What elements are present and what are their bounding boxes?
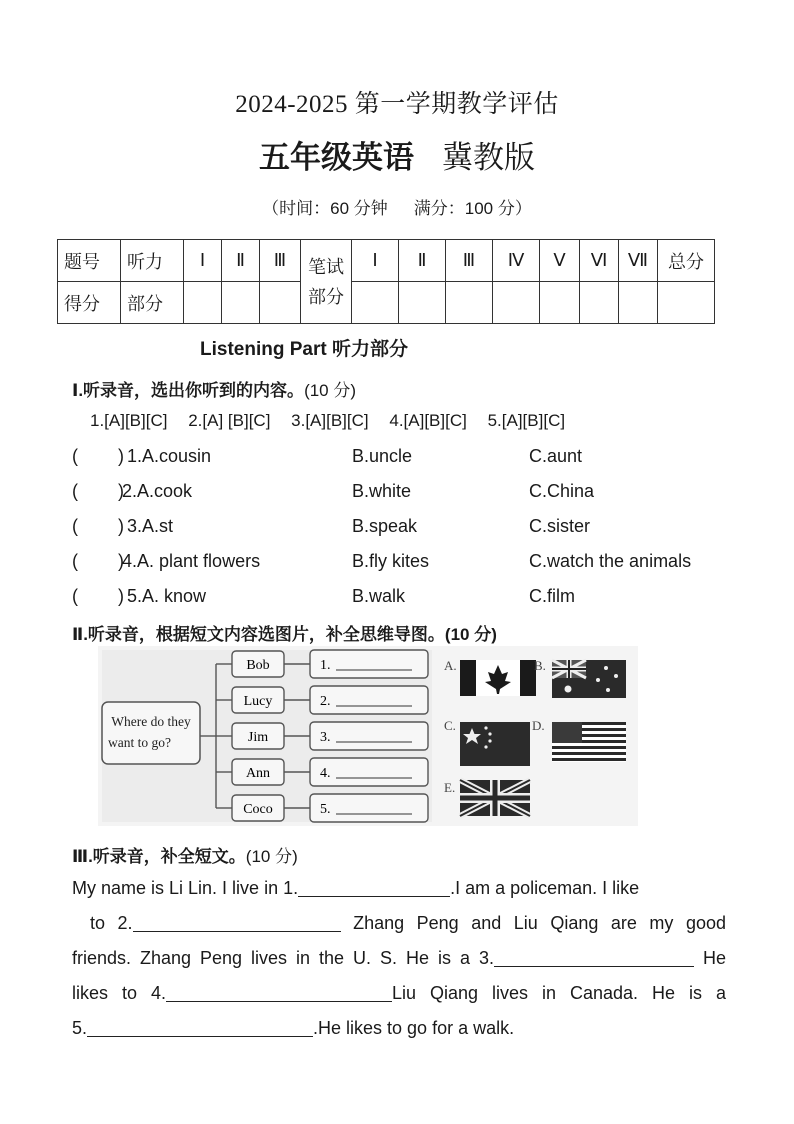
edition-label: 冀教版 <box>442 140 535 175</box>
score-blank-cell[interactable] <box>446 282 493 324</box>
section-3-points: (10 分) <box>245 847 298 866</box>
time-info: （时间：60 分钟 <box>262 199 388 218</box>
table-cell: Ⅴ <box>540 240 580 282</box>
uk-flag-icon <box>460 780 530 816</box>
section-2-title <box>72 620 497 645</box>
table-cell: 得分 <box>58 282 121 324</box>
written-part-cell <box>301 240 352 324</box>
name-label: Coco <box>243 802 273 817</box>
australia-flag-icon <box>552 660 626 698</box>
name-label: Ann <box>245 766 271 781</box>
table-cell: Ⅱ <box>222 240 260 282</box>
flag-letter: D. <box>532 718 545 733</box>
name-label: Bob <box>246 658 270 673</box>
exam-info <box>0 194 794 219</box>
table-cell: Ⅵ <box>580 240 619 282</box>
section-2-heading: Ⅱ.听录音，根据短文内容选图片，补全思维导图。 <box>72 625 445 644</box>
score-blank-cell[interactable] <box>580 282 619 324</box>
passage-line <box>72 876 726 900</box>
passage-text: likes to 4. <box>72 983 166 1003</box>
passage-text: .He likes to go for a walk. <box>313 1018 515 1038</box>
passage-text: .I am a policeman. I like <box>450 878 640 898</box>
answer-number: 2. <box>320 694 331 709</box>
question-text-line2: want to go? <box>108 735 171 750</box>
score-blank-cell[interactable] <box>260 282 301 324</box>
written-part-label: 部分 <box>308 286 344 307</box>
section-1-points: (10 分) <box>304 381 357 400</box>
passage-text: 5. <box>72 1018 88 1038</box>
table-cell: 听力 <box>121 240 184 282</box>
answer-option[interactable]: 1.[A][B][C] <box>90 411 168 430</box>
question-row <box>72 586 772 610</box>
choice-c: C.film <box>529 586 575 606</box>
answer-options-row <box>90 411 581 431</box>
fill-blank-1[interactable] <box>298 878 450 897</box>
mind-map-figure <box>98 646 638 826</box>
answer-option[interactable]: 2.[A] [B][C] <box>188 411 271 430</box>
answer-bracket[interactable]: ( ) <box>72 516 124 536</box>
passage-line <box>72 981 726 1005</box>
table-cell: Ⅱ <box>399 240 446 282</box>
table-cell: 总分 <box>658 240 715 282</box>
subject-title <box>0 132 794 177</box>
question-row <box>72 446 772 470</box>
flag-letter: A. <box>444 658 457 673</box>
passage-text: My name is Li Lin. I live in 1. <box>72 878 299 898</box>
choice-c: C.watch the animals <box>529 551 692 571</box>
exam-title: 2024-2025 第一学期教学评估 <box>235 91 559 118</box>
question-text-line1: Where do they <box>111 714 191 729</box>
canada-flag-icon <box>460 660 536 696</box>
score-blank-cell[interactable] <box>658 282 715 324</box>
choice-c: C.aunt <box>529 446 583 466</box>
score-blank-cell[interactable] <box>184 282 222 324</box>
table-cell: Ⅳ <box>493 240 540 282</box>
score-table <box>57 239 715 324</box>
question-row <box>72 551 772 575</box>
section-1-heading: Ⅰ.听录音，选出你听到的内容。 <box>72 381 305 400</box>
name-label: Jim <box>247 730 269 745</box>
section-3-title <box>72 842 298 867</box>
choice-b: B.speak <box>352 516 418 536</box>
table-cell: Ⅶ <box>619 240 658 282</box>
answer-bracket[interactable]: ( ) <box>72 551 124 571</box>
choice-a: 4.A. plant flowers <box>122 551 261 571</box>
answer-bracket[interactable]: ( ) <box>72 446 124 466</box>
name-label: Lucy <box>243 694 273 709</box>
passage-text: Liu Qiang lives in Canada. He is a <box>392 983 726 1003</box>
answer-option[interactable]: 4.[A][B][C] <box>389 411 467 430</box>
answer-number: 5. <box>320 802 331 817</box>
section-1-title <box>72 376 356 401</box>
question-box <box>102 702 200 764</box>
fill-blank-4[interactable] <box>166 983 392 1002</box>
score-info: 满分：100 分） <box>413 199 532 218</box>
usa-flag-icon <box>552 722 626 762</box>
china-flag-icon <box>460 722 530 766</box>
section-2-points: (10 分) <box>444 625 497 644</box>
score-blank-cell[interactable] <box>352 282 399 324</box>
flag-letter: C. <box>444 718 456 733</box>
answer-option[interactable]: 3.[A][B][C] <box>291 411 369 430</box>
fill-blank-5[interactable] <box>87 1018 313 1037</box>
answer-option[interactable]: 5.[A][B][C] <box>487 411 566 430</box>
table-cell: Ⅲ <box>260 240 301 282</box>
choice-a: 2.A.cook <box>122 481 193 501</box>
question-row <box>72 516 772 540</box>
listening-part-title: Listening Part 听力部分 <box>200 339 408 360</box>
passage-text: He <box>702 948 726 968</box>
choice-b: B.white <box>352 481 412 501</box>
score-blank-cell[interactable] <box>619 282 658 324</box>
section-3-heading: Ⅲ.听录音，补全短文。 <box>72 847 246 866</box>
flag-letter: E. <box>444 780 456 795</box>
table-cell: Ⅰ <box>184 240 222 282</box>
table-cell: 题号 <box>58 240 121 282</box>
score-blank-cell[interactable] <box>399 282 446 324</box>
score-blank-cell[interactable] <box>493 282 540 324</box>
passage-line <box>72 1016 726 1040</box>
passage-text: friends. Zhang Peng lives in the U. S. He is a 3. <box>72 948 494 968</box>
subject-label: 五年级英语 <box>259 140 414 175</box>
answer-bracket[interactable]: ( ) <box>72 481 124 501</box>
passage-text: Zhang Peng and Liu Qiang are my good <box>353 913 726 933</box>
question-row <box>72 481 772 505</box>
table-cell: Ⅲ <box>446 240 493 282</box>
choice-b: B.uncle <box>352 446 413 466</box>
score-blank-cell[interactable] <box>222 282 260 324</box>
table-cell: Ⅰ <box>352 240 399 282</box>
fill-blank-3[interactable] <box>494 948 694 967</box>
passage-line <box>72 946 726 970</box>
answer-number: 4. <box>320 766 331 781</box>
answer-number: 1. <box>320 658 331 673</box>
choice-a: 3.A.st <box>122 516 174 536</box>
written-label: 笔试 <box>308 256 344 277</box>
choice-b: B.walk <box>352 586 406 606</box>
passage-line <box>90 911 726 935</box>
choice-a: 5.A. know <box>122 586 207 606</box>
choice-c: C.sister <box>529 516 591 536</box>
answer-number: 3. <box>320 730 331 745</box>
score-blank-cell[interactable] <box>540 282 580 324</box>
fill-blank-2[interactable] <box>133 913 341 932</box>
choice-b: B.fly kites <box>352 551 430 571</box>
table-cell: 部分 <box>121 282 184 324</box>
choice-a: 1.A.cousin <box>122 446 212 466</box>
answer-bracket[interactable]: ( ) <box>72 586 124 606</box>
flag-letter: B. <box>534 658 546 673</box>
passage-text: to 2. <box>90 913 133 933</box>
choice-c: C.China <box>529 481 595 501</box>
